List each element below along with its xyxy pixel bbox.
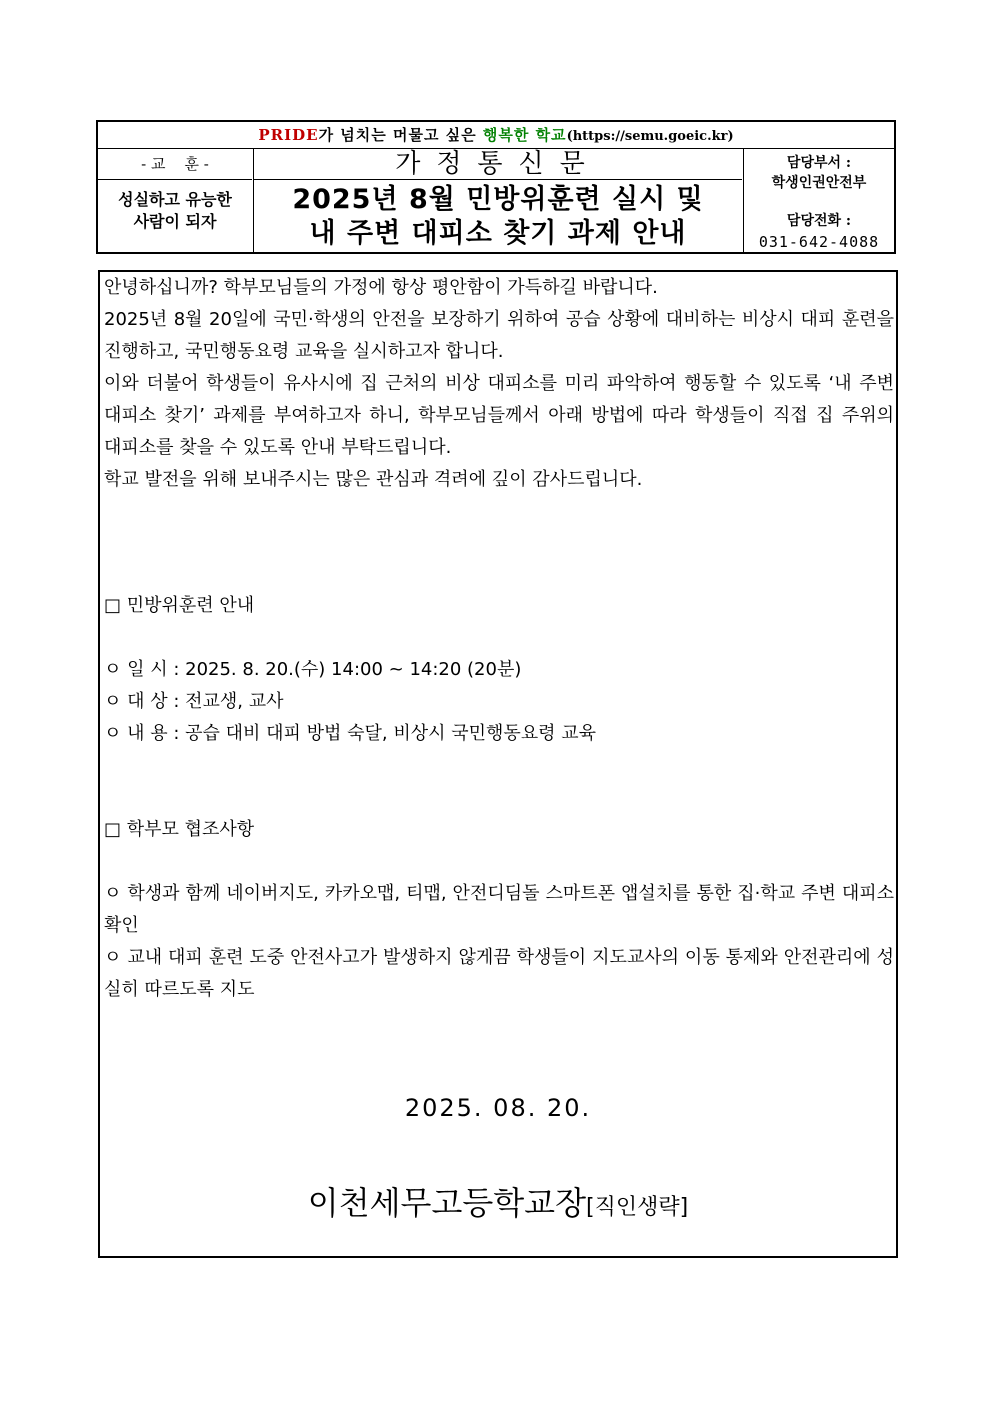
title-cell (254, 149, 744, 252)
motto-cell (98, 149, 254, 252)
school-url: (https://semu.goeic.kr) (566, 129, 734, 144)
title-line-2: 내 주변 대피소 찾기 과제 안내 (309, 218, 687, 249)
intro-line: 이와 더불어 학생들이 유사시에 집 근처의 비상 대피소를 미리 파악하여 행동할 수 있도록 ‘내 주변 대피소 찾기’ 과제를 부여하고자 하니, 학부모님들께서 아래 방법에 따라 학생들이 직접 집 주위의 대피소를 찾을 수 있도록 안내 부탁드립니다. (104, 373, 894, 458)
signer (100, 1178, 896, 1224)
motto-line-2: 사람이 되자 (133, 212, 217, 231)
parent-item-safety: ㅇ 교내 대피 훈련 도중 안전사고가 발생하지 않게끔 학생들이 지도교사의 이동 통제와 안전관리에 성실히 따르도록 지도 (104, 947, 894, 1000)
slogan-pride: PRIDE (258, 126, 319, 144)
school-slogan (98, 122, 894, 149)
section-parent-title: □ 학부모 협조사항 (104, 819, 255, 840)
intro-paragraphs (104, 272, 894, 496)
section-drill-title: □ 민방위훈련 안내 (104, 595, 255, 616)
intro-line: 학교 발전을 위해 보내주시는 많은 관심과 격려에 깊이 감사드립니다. (104, 469, 643, 490)
seal-omitted-note: [직인생략] (586, 1195, 689, 1220)
contact-cell (744, 149, 894, 252)
principal-title: 이천세무고등학교장 (307, 1184, 587, 1222)
phone-label: 담당전화 : (786, 213, 852, 229)
slogan-text: 가 넘치는 머물고 싶은 (318, 126, 483, 144)
drill-item-content: ㅇ 내 용 : 공습 대비 대피 방법 숙달, 비상시 국민행동요령 교육 (104, 723, 597, 744)
newsletter-body (98, 270, 898, 1258)
dept-value: 학생인권안전부 (771, 175, 867, 191)
motto-label: - 교 훈 - (98, 149, 252, 180)
title-line-1: 2025년 8월 민방위훈련 실시 및 (292, 184, 704, 215)
drill-item-target: ㅇ 대 상 : 전교생, 교사 (104, 691, 284, 712)
newsletter-header (96, 120, 896, 254)
intro-line: 2025년 8월 20일에 국민·학생의 안전을 보장하기 위하여 공습 상황에 대비하는 비상시 대피 훈련을 진행하고, 국민행동요령 교육을 실시하고자 합니다. (104, 309, 894, 362)
dept-label: 담당부서 : (786, 155, 852, 171)
parent-item-shelter: ㅇ 학생과 함께 네이버지도, 카카오맵, 티맵, 안전디딤돌 스마트폰 앱설치를 통한 집·학교 주변 대피소 확인 (104, 883, 894, 936)
phone-value: 031-642-4088 (758, 233, 880, 251)
slogan-happy-school: 행복한 학교 (482, 126, 567, 144)
intro-line: 안녕하십니까? 학부모님들의 가정에 항상 평안함이 가득하길 바랍니다. (104, 277, 658, 298)
issue-date: 2025. 08. 20. (404, 1094, 592, 1122)
drill-item-time: ㅇ 일 시 : 2025. 8. 20.(수) 14:00 ~ 14:20 (20분) (104, 659, 522, 680)
newsletter-label: 가정통신문 (254, 149, 742, 180)
document-title (254, 183, 742, 251)
motto-text (98, 189, 252, 233)
motto-line-1: 성실하고 유능한 (118, 190, 232, 209)
